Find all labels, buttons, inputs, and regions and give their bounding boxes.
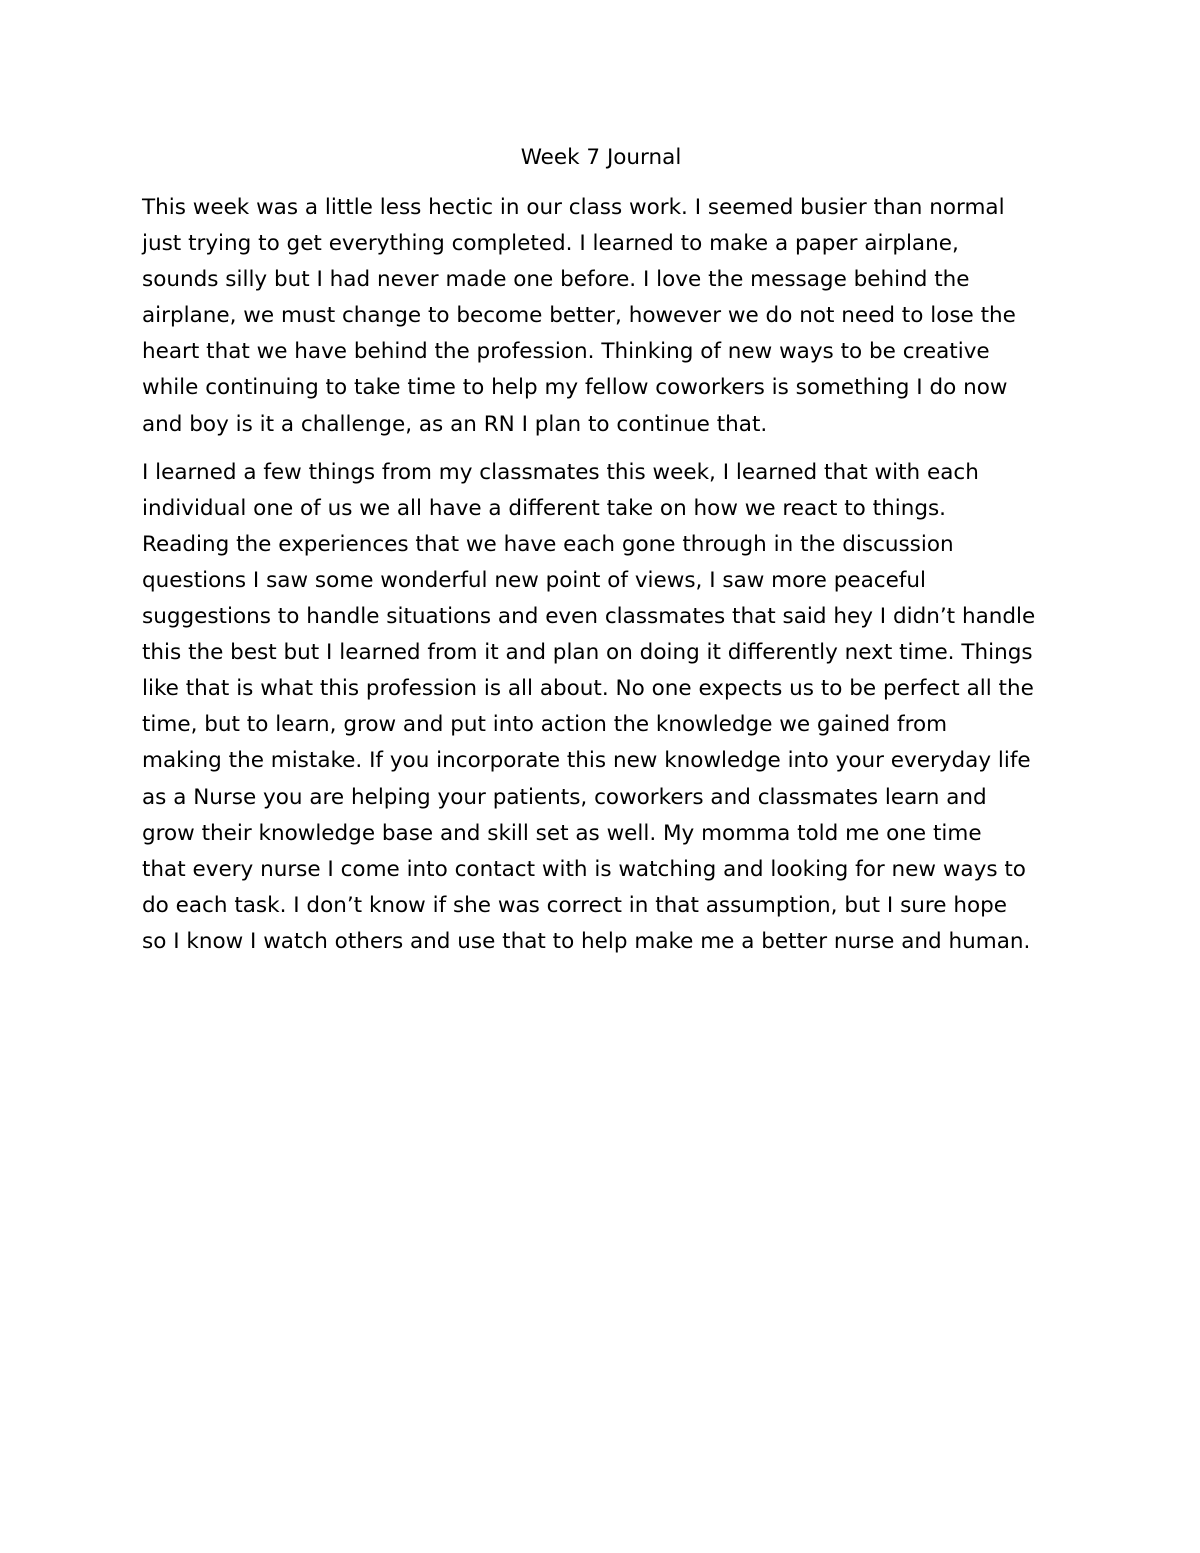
text-line: I learned a few things from my classmates this week, I learned that with each bbox=[142, 459, 979, 485]
paragraph-1 bbox=[142, 190, 1060, 443]
text-line: like that is what this profession is all about. No one expects us to be perfect all the bbox=[142, 676, 1034, 702]
paragraph-2 bbox=[142, 455, 1060, 960]
text-line: do each task. I don’t know if she was correct in that assumption, but I sure hope bbox=[142, 892, 1007, 918]
text-line: that every nurse I come into contact with is watching and looking for new ways to bbox=[142, 856, 1026, 882]
text-line: while continuing to take time to help my fellow coworkers is something I do now bbox=[142, 375, 1008, 401]
text-line: Reading the experiences that we have each gone through in the discussion bbox=[142, 531, 954, 557]
text-line: time, but to learn, grow and put into action the knowledge we gained from bbox=[142, 712, 948, 738]
text-line: so I know I watch others and use that to help make me a better nurse and human. bbox=[142, 928, 1031, 954]
text-line: questions I saw some wonderful new point of views, I saw more peaceful bbox=[142, 567, 926, 593]
text-line: making the mistake. If you incorporate this new knowledge into your everyday life bbox=[142, 748, 1031, 774]
text-line: individual one of us we all have a different take on how we react to things. bbox=[142, 495, 947, 521]
text-line: This week was a little less hectic in our class work. I seemed busier than normal bbox=[142, 195, 1005, 220]
document-body bbox=[142, 140, 1060, 972]
text-line: heart that we have behind the profession. Thinking of new ways to be creative bbox=[142, 339, 990, 365]
text-line: airplane, we must change to become better, however we do not need to lose the bbox=[142, 303, 1016, 329]
text-line: grow their knowledge base and skill set as well. My momma told me one time bbox=[142, 820, 982, 846]
text-line: and boy is it a challenge, as an RN I plan to continue that. bbox=[142, 411, 768, 437]
text-line: sounds silly but I had never made one before. I love the message behind the bbox=[142, 267, 970, 293]
text-line: just trying to get everything completed. I learned to make a paper airplane, bbox=[142, 231, 959, 257]
paragraphs-container bbox=[142, 190, 1060, 960]
text-line: as a Nurse you are helping your patients, coworkers and classmates learn and bbox=[142, 784, 987, 810]
text-line: this the best but I learned from it and plan on doing it differently next time. Things bbox=[142, 640, 1033, 666]
document-title: Week 7 Journal bbox=[520, 145, 682, 170]
text-line: suggestions to handle situations and even classmates that said hey I didn’t handle bbox=[142, 604, 1036, 630]
